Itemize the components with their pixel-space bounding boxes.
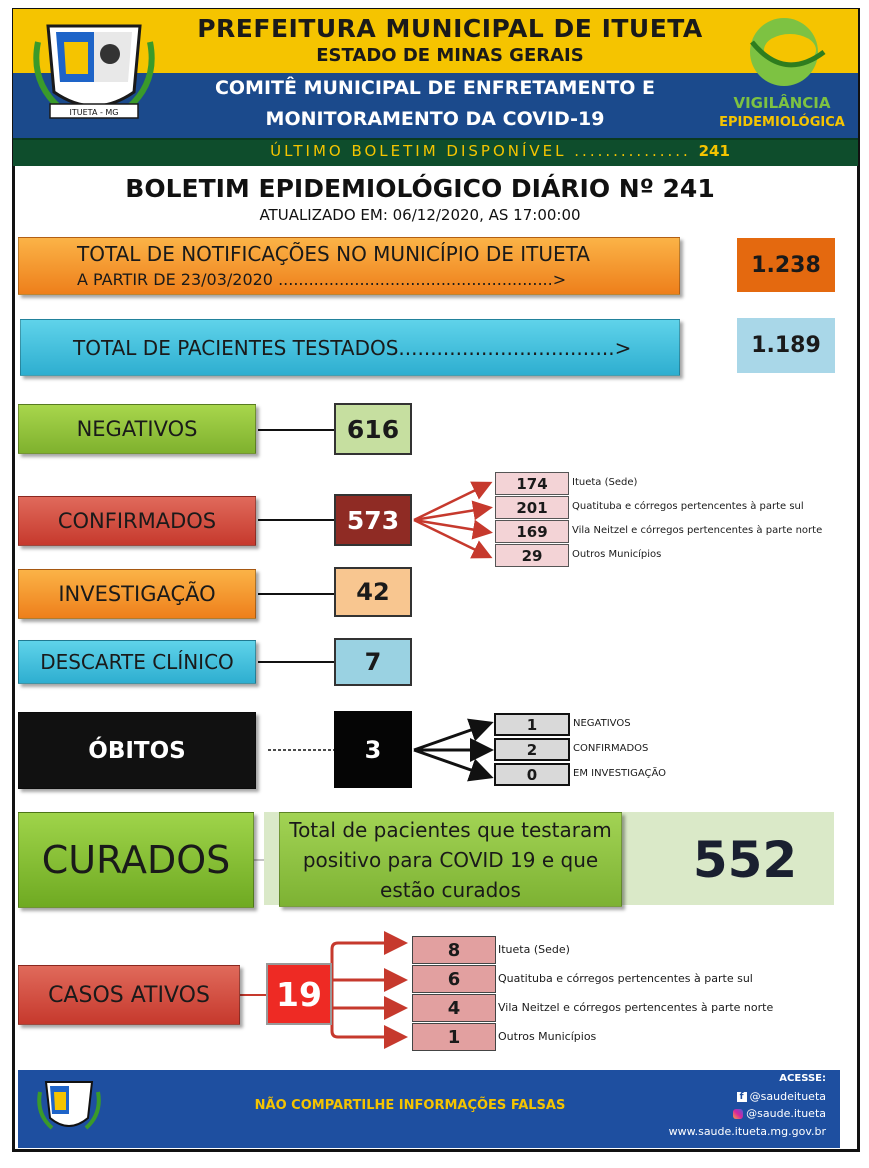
confirmados-norte-label: Vila Neitzel e córregos pertencentes à parte norte — [572, 525, 823, 536]
notifications-value: 1.238 — [737, 238, 835, 292]
crest-label: ITUETA - MG — [69, 108, 119, 117]
confirmados-sede-value: 174 — [495, 472, 569, 495]
investigacao-label: INVESTIGAÇÃO — [18, 569, 256, 619]
confirmados-norte-value: 169 — [495, 520, 569, 543]
confirmados-sul-label: Quatituba e córregos pertencentes à parte sul — [572, 501, 804, 512]
descarte-label: DESCARTE CLÍNICO — [18, 640, 256, 684]
tested-label: TOTAL DE PACIENTES TESTADOS..................................> — [73, 336, 632, 360]
ativos-sede-value: 8 — [412, 936, 496, 964]
ativos-sede-label: Itueta (Sede) — [498, 943, 570, 956]
logo-line-2: EPIDEMIOLÓGICA — [719, 115, 845, 130]
confirmados-label: CONFIRMADOS — [18, 496, 256, 546]
ativos-norte-label: Vila Neitzel e córregos pertencentes à parte norte — [498, 1001, 774, 1014]
ativos-value: 19 — [266, 963, 332, 1025]
curados-description: Total de pacientes que testaram positivo para COVID 19 e que estão curados — [279, 812, 622, 907]
obitos-value: 3 — [334, 711, 412, 788]
footer-website-link[interactable]: www.saude.itueta.mg.gov.br — [668, 1125, 826, 1138]
confirmados-fan-arrows — [414, 484, 488, 556]
notifications-label-line-2: A PARTIR DE 23/03/2020 ......................................................> — [77, 270, 567, 289]
ativos-norte-value: 4 — [412, 994, 496, 1022]
bulletin-updated: ATUALIZADO EM: 06/12/2020, AS 17:00:00 — [259, 206, 581, 224]
curados-value: 552 — [692, 831, 798, 889]
ultimo-boletim-number: 241 — [698, 142, 730, 160]
obitos-label: ÓBITOS — [18, 712, 256, 789]
footer-facebook-link[interactable] — [737, 1090, 826, 1103]
negativos-value: 616 — [334, 403, 412, 455]
confirmados-sul-value: 201 — [495, 496, 569, 519]
ativos-sul-value: 6 — [412, 965, 496, 993]
obitos-negativos-value: 1 — [494, 713, 570, 736]
ativos-bracket-arrows — [332, 943, 402, 1037]
footer-message: NÃO COMPARTILHE INFORMAÇÕES FALSAS — [254, 1098, 566, 1113]
ativos-outros-label: Outros Municípios — [498, 1030, 597, 1043]
obitos-fan-arrows — [414, 724, 488, 776]
obitos-confirmados-value: 2 — [494, 738, 570, 761]
notifications-label-line-1: TOTAL DE NOTIFICAÇÕES NO MUNICÍPIO DE ITUETA — [77, 242, 590, 266]
confirmados-value: 573 — [334, 494, 412, 546]
ativos-sul-label: Quatituba e córregos pertencentes à parte sul — [498, 972, 753, 985]
facebook-icon: f — [737, 1092, 747, 1102]
ultimo-boletim-label: ÚLTIMO BOLETIM DISPONÍVEL ............... — [270, 142, 691, 160]
footer-acesse: ACESSE: — [779, 1073, 826, 1084]
confirmados-sede-label: Itueta (Sede) — [572, 477, 638, 488]
footer-crest-icon — [36, 1074, 102, 1140]
comite-line-2: MONITORAMENTO DA COVID-19 — [265, 108, 605, 130]
footer-facebook-handle: @saudeitueta — [749, 1090, 826, 1103]
prefeitura-title: PREFEITURA MUNICIPAL DE ITUETA — [197, 14, 703, 43]
obitos-investigacao-value: 0 — [494, 763, 570, 786]
descarte-value: 7 — [334, 638, 412, 686]
confirmados-outros-label: Outros Municípios — [572, 549, 662, 560]
logo-line-1: VIGILÂNCIA — [733, 94, 831, 112]
ativos-label: CASOS ATIVOS — [18, 965, 240, 1025]
ativos-outros-value: 1 — [412, 1023, 496, 1051]
obitos-negativos-label: NEGATIVOS — [573, 718, 631, 729]
negativos-label: NEGATIVOS — [18, 404, 256, 454]
investigacao-value: 42 — [334, 567, 412, 617]
instagram-icon — [733, 1109, 743, 1119]
confirmados-outros-value: 29 — [495, 544, 569, 567]
comite-line-1: COMITÊ MUNICIPAL DE ENFRETAMENTO E — [214, 77, 656, 99]
tested-value: 1.189 — [737, 318, 835, 373]
bulletin-title: BOLETIM EPIDEMIOLÓGICO DIÁRIO Nº 241 — [125, 174, 715, 203]
estado-subtitle: ESTADO DE MINAS GERAIS — [316, 45, 584, 66]
obitos-investigacao-label: EM INVESTIGAÇÃO — [573, 768, 667, 779]
footer-instagram-handle: @saude.itueta — [746, 1107, 826, 1120]
obitos-confirmados-label: CONFIRMADOS — [573, 743, 649, 754]
footer-instagram-link[interactable] — [733, 1107, 826, 1120]
curados-label: CURADOS — [18, 812, 254, 908]
